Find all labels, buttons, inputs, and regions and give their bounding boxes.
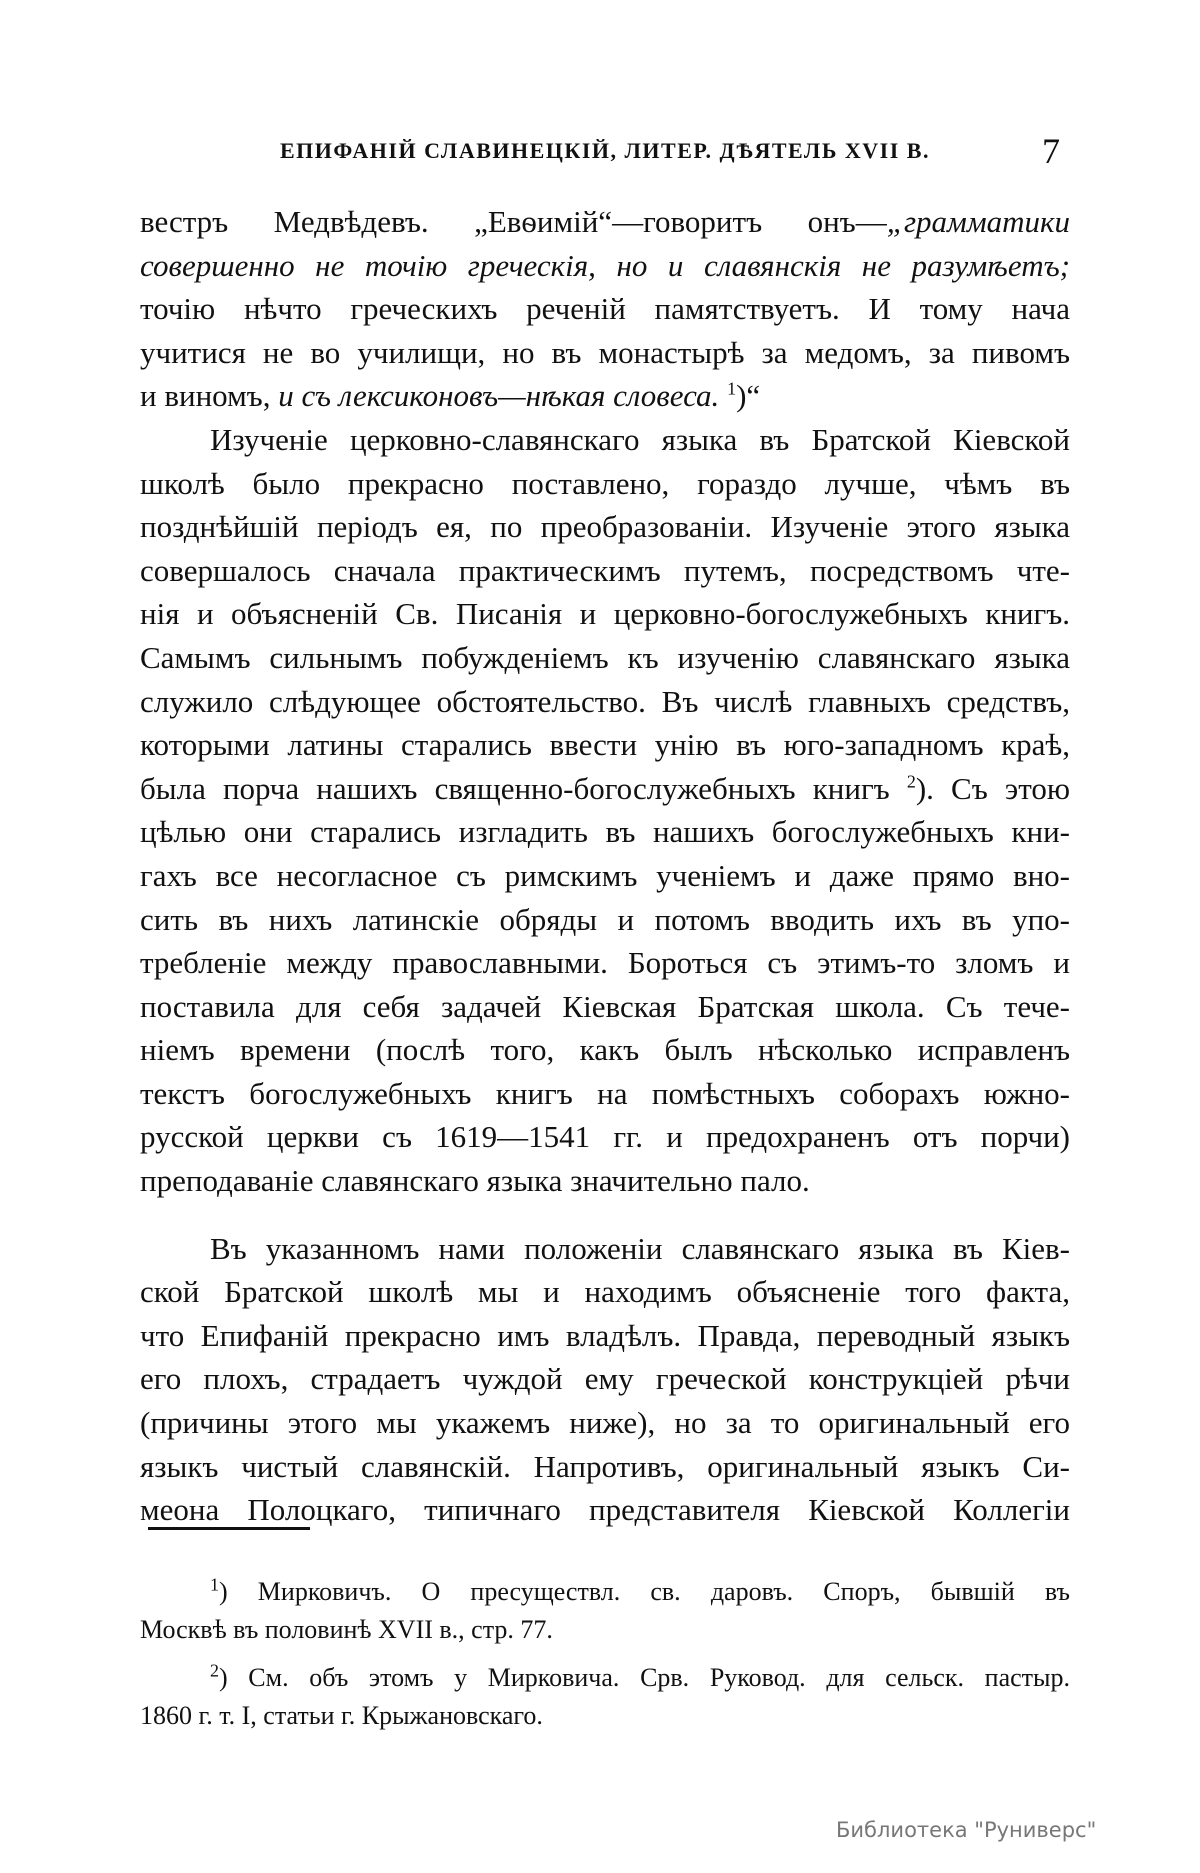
text-line: требленіе между православными. Бороться съ этимъ-то зломъ и xyxy=(140,945,1070,981)
text-line: поставила для себя задачей Кіевская Братская школа. Съ тече- xyxy=(140,988,1070,1024)
footnote-1 xyxy=(140,1573,1070,1649)
text-line: меона Полоцкаго, типичнаго представителя Кіевской Коллегіи xyxy=(140,1492,1070,1528)
text-line: была порча нашихъ священно-богослужебныхъ книгъ $^2$). Съ этою xyxy=(140,770,1071,806)
text-line: совершалось сначала практическимъ путемъ, посредствомъ чте- xyxy=(140,552,1070,588)
footnotes xyxy=(140,1573,1070,1735)
text-line: преподаваніе славянскаго языка значительно пало. xyxy=(140,1163,810,1199)
text-line: нія и объясненій Св. Писанія и церковно-богослужебныхъ книгъ. xyxy=(140,596,1070,632)
text-line: совершенно не точію греческія, но и славянскія не разумѣетъ; xyxy=(140,247,1070,283)
text-line: позднѣйшій періодъ ея, по преобразованіи. Изученіе этого языка xyxy=(140,509,1070,545)
text-line: русской церкви съ 1619—1541 гг. и предохраненъ отъ порчи) xyxy=(140,1119,1070,1155)
footnote-line: Москвѣ въ половинѣ XVII в., стр. 77. xyxy=(140,1615,553,1644)
footnote-line: $^1$) Мирковичъ. О пресуществл. св. даровъ. Споръ, бывшій въ xyxy=(210,1574,1070,1606)
text-line: сить въ нихъ латинскіе обряды и потомъ вводить ихъ въ упо- xyxy=(140,901,1070,937)
text-line: учитися не во училищи, но въ монастырѣ за медомъ, за пивомъ xyxy=(140,334,1070,370)
text-line: вестръ Медвѣдевъ. „Евѳимій“—говоритъ онъ—„грамматики xyxy=(140,204,1070,239)
footnote-ref[interactable]: 2 xyxy=(906,771,916,792)
text-line: текстъ богослужебныхъ книгъ на помѣстныхъ соборахъ южно- xyxy=(140,1075,1070,1111)
paragraph-1 xyxy=(140,200,1070,418)
footnote-line: $^2$) См. объ этомъ у Мирковича. Срв. Руковод. для сельск. пастыр. xyxy=(210,1660,1070,1692)
paragraph-gap xyxy=(140,1203,1070,1227)
text-line: (причины этого мы укажемъ ниже), но за то оригинальный его xyxy=(140,1405,1070,1441)
text-line: ской Братской школѣ мы и находимъ объясненіе того факта, xyxy=(140,1274,1070,1310)
text-line: Изученіе церковно-славянскаго языка въ Братской Кіевской xyxy=(210,421,1070,457)
text-line: что Епифаній прекрасно имъ владѣлъ. Правда, переводный языкъ xyxy=(140,1317,1070,1353)
paragraph-2 xyxy=(140,418,1070,1203)
paragraph-3 xyxy=(140,1227,1070,1532)
text-line: которыми латины старались ввести унію въ юго-западномъ краѣ, xyxy=(140,727,1070,763)
footnote-2 xyxy=(140,1659,1070,1735)
text-line: школѣ было прекрасно поставлено, гораздо лучше, чѣмъ въ xyxy=(140,465,1070,501)
text-line: Въ указанномъ нами положеніи славянскаго языка въ Кіев- xyxy=(210,1230,1070,1266)
text-line: цѣлью они старались изгладить въ нашихъ богослужебныхъ кни- xyxy=(140,814,1070,850)
text-line: его плохъ, страдаетъ чуждой ему греческой конструкціей рѣчи xyxy=(140,1361,1070,1397)
text-line: и виномъ, и съ лексиконовъ—нѣкая словеса. $^1$)“ xyxy=(140,378,761,414)
text-line: гахъ все несогласное съ римскимъ ученіемъ и даже прямо вно- xyxy=(140,857,1070,893)
footnote-divider xyxy=(148,1527,310,1530)
body-text xyxy=(140,200,1070,1532)
library-watermark: Библиотека "Руниверс" xyxy=(836,1818,1097,1842)
text-line: служило слѣдующее обстоятельство. Въ числѣ главныхъ средствъ, xyxy=(140,683,1070,719)
running-title: ЕПИФАНІЙ СЛАВИНЕЦКІЙ, ЛИТЕР. ДѢЯТЕЛЬ XVII В. xyxy=(280,138,930,163)
footnote-line: 1860 г. т. I, статьи г. Крыжановскаго. xyxy=(140,1701,543,1730)
text-line: ніемъ времени (послѣ того, какъ былъ нѣсколько исправленъ xyxy=(140,1032,1070,1068)
page-number: 7 xyxy=(1042,131,1060,171)
text-line: языкъ чистый славянскій. Напротивъ, оригинальный языкъ Си- xyxy=(140,1448,1070,1484)
footnote-ref[interactable]: 1 xyxy=(727,379,737,400)
text-line: точію нѣчто греческихъ реченій памятствуетъ. И тому нача xyxy=(140,291,1070,327)
text-line: Самымъ сильнымъ побужденіемъ къ изученію славянскаго языка xyxy=(140,639,1070,675)
